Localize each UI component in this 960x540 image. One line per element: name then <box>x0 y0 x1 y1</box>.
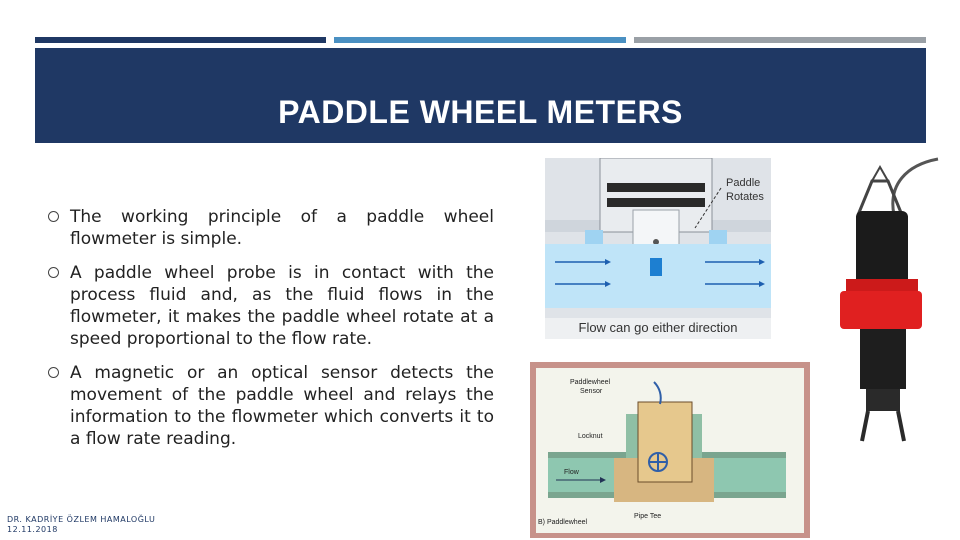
diagram-flow-label: Flow <box>564 469 579 476</box>
cutaway-label-line1: Paddle <box>726 177 761 189</box>
cutaway-label-line2: Rotates <box>726 191 764 203</box>
circle-bullet-icon <box>48 367 59 378</box>
bullet-text: The working principle of a paddle wheel flowmeter is simple. <box>70 207 494 249</box>
circle-bullet-icon <box>48 267 59 278</box>
diagram-caption: B) Paddlewheel <box>538 519 588 526</box>
accent-bar-dark <box>35 37 326 43</box>
paddlewheel-diagram-figure <box>530 362 810 538</box>
diagram-pipe-tee-label: Pipe Tee <box>634 513 662 520</box>
accent-bar-gray <box>634 37 926 43</box>
title-band <box>35 48 926 143</box>
diagram-locknut-label: Locknut <box>578 433 603 440</box>
circle-bullet-icon <box>48 211 59 222</box>
bullet-item <box>48 262 494 350</box>
paddlewheel-sensor-photo <box>818 155 960 450</box>
bullet-item <box>48 362 494 450</box>
diagram-sensor-line2: Sensor <box>580 388 603 395</box>
accent-bar-blue <box>334 37 626 43</box>
footer-date: 12.11.2018 <box>7 525 58 534</box>
paddle-cutaway-figure <box>545 158 771 339</box>
footer <box>7 515 155 535</box>
slide-title: PADDLE WHEEL METERS <box>278 94 683 130</box>
bullet-item <box>48 206 494 250</box>
bullet-text: A magnetic or an optical sensor detects the movement of the paddle wheel and relays the information to the flowmeter which converts it to a flow rate reading. <box>70 363 494 449</box>
bullet-text: A paddle wheel probe is in contact with the process fluid and, as the fluid flows in the flowmeter, it makes the paddle wheel rotate at a speed proportional to the flow rate. <box>70 263 494 349</box>
bullet-list <box>48 206 494 462</box>
diagram-sensor-line1: Paddlewheel <box>570 379 611 386</box>
cutaway-caption: Flow can go either direction <box>578 320 738 335</box>
footer-author: DR. KADRİYE ÖZLEM HAMALOĞLU <box>7 515 156 524</box>
